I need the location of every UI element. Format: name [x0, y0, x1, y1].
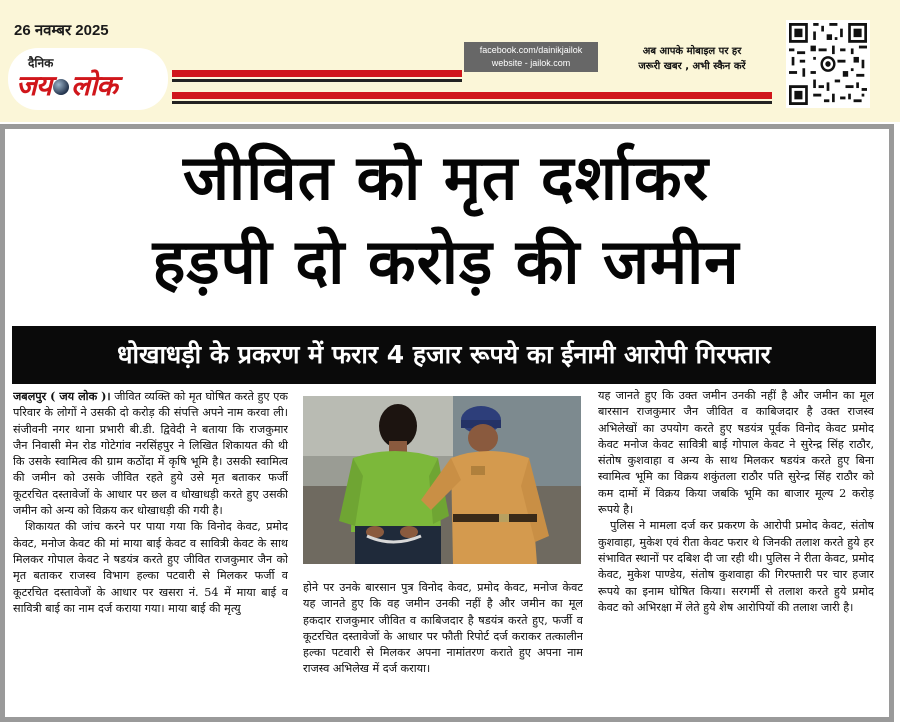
logo-word-jay: जय: [16, 69, 52, 102]
paragraph-2: शिकायत की जांच करने पर पाया गया कि विनोद केवट, प्रमोद केवट, मनोज केवट की मां माया बाई केवट व सावित्री केवट के साथ मिलकर गोपाल केवट ने षडयंत्र करते हुए जीवित राजकुमार जैन को मृत बताकर राजस्व विभाग हल्का पटवारी से मिलकर फर्जी व कूटरचित दस्तावेजों के आधार पर खसरा नं. 54 में माया बाई व सावित्री बाई का नाम दर्ज कराया गया। माया बाई की मृत्यु: [13, 520, 288, 615]
paragraph-3: होने पर उनके बारसान पुत्र विनोद केवट, प्रमोद केवट, मनोज केवट यह जानते हुए कि वह जमीन उनकी नहीं है और जमीन का मूल हकदार राजकुमार जीवित व काबिजदार है षडयंत्र करते हुए, फर्जी व कूटरचित दस्तावेजों के आधार पर फौती रिपोर्ट दर्ज कराकर तत्कालीन हल्का पटवारी से मिलकर अपना नामांतरण कराते हुए अपना नाम राजस्व अभिलेख में दर्ज कराया।: [303, 581, 583, 676]
scan-promo: [614, 44, 770, 74]
paragraph-1: [13, 388, 288, 519]
masthead-rule-top: [172, 70, 462, 77]
arrest-illustration: [303, 396, 581, 564]
article-column-2: [303, 580, 583, 712]
logo-title: [16, 70, 117, 102]
qr-code[interactable]: [786, 20, 870, 108]
arrest-photo: [303, 396, 581, 564]
paragraph-1-text: जीवित व्यक्ति को मृत घोषित करते हुए एक परिवार के लोगों ने उसकी दो करोड़ की संपत्ति अपने नाम करवा ली। संजीवनी नगर थाना प्रभारी बी.डी. द्विवेदी ने बताया कि राजकुमार जैन निवासी मेन रोड गोटेगांव नरसिंहपुर ने लिखित शिकायत की थी कि उसके स्वामित्व की ग्राम कठोंदा में कृषि भूमि है। उसकी स्वामित्व की जमीन को उसके जीवित रहते हुये उसे मृत बताकर फर्जी कूटरचित दस्तावेजों के आधार पर छल व धोखाधड़ी करते हुए उसकी जमीन को अन्य को विक्रय कर धोखाधड़ी की गयी है।: [13, 390, 288, 518]
article-column-1: [13, 388, 288, 712]
article-column-3: [598, 388, 874, 712]
headline-line-1: जीवित को मृत दर्शाकर: [183, 141, 709, 214]
subheadline-banner: [12, 326, 876, 384]
scan-promo-line2: जरूरी खबर , अभी स्कैन करें: [638, 61, 746, 72]
headline-line-2: हड़पी दो करोड़ की जमीन: [152, 225, 740, 298]
masthead-rule-lower: [172, 92, 772, 99]
globe-icon: [53, 79, 69, 95]
scan-promo-line1: अब आपके मोबाइल पर हर: [642, 46, 742, 57]
logo-subtitle: दैनिक: [28, 56, 54, 70]
social-links-box[interactable]: [464, 42, 598, 72]
masthead-rule-bottom: [172, 101, 772, 104]
dateline: जबलपुर ( जय लोक )।: [13, 389, 111, 403]
logo-word-lok: लोक: [71, 69, 117, 102]
edition-date: 26 नवम्बर 2025: [14, 22, 109, 39]
qr-code-icon: [789, 23, 867, 105]
facebook-link[interactable]: facebook.com/dainikjailok: [479, 45, 583, 55]
website-link[interactable]: website - jailok.com: [491, 58, 571, 68]
paragraph-4: यह जानते हुए कि उक्त जमीन उनकी नहीं है और जमीन का मूल बारसान राजकुमार जैन जीवित व काबिजदार है उक्त राजस्व अभिलेखों का उपयोग करते हुए षडयंत्र पूर्वक विनोद केवट प्रमोद केवट मनोज केवट सावित्री बाई गोपाल केवट ने सुरेन्द्र सिंह राठौर, संतोष कुशवाहा व अन्य के साथ मिलकर षडयंत्र करते हुए बिना स्वामित्व भूमि का विक्रय शकुंतला राठौर पति सुरेन्द्र सिंह राठौर को कम दामों में विक्रय किया जबकि भूमि का बाजार मूल्य 2 करोड़ रूपये है।: [598, 389, 874, 517]
masthead-rule-mid: [172, 79, 462, 82]
paragraph-5: पुलिस ने मामला दर्ज कर प्रकरण के आरोपी प्रमोद केवट, संतोष कुशवाहा, मुकेश एवं रीता केवट फरार थे जिनकी तलाश करते हुये हर संभावित स्थानों पर दबिश दी जा रही थी। पुलिस ने रीता केवट, प्रमोद केवट, मुकेश पाण्डेय, संतोष कुशवाहा की गिरफ्तारी पर चार हजार रूपये का इनाम घोषित किया। सरगर्मी से तलाश करते हुये प्रमोद केवट को अभिरक्षा में लेते हुये शेष आरोपियों की तलाश जारी है।: [598, 519, 874, 614]
headline: [6, 136, 886, 304]
subheadline: धोखाधड़ी के प्रकरण में फरार 4 हजार रूपये का ईनामी आरोपी गिरफ्तार: [117, 340, 771, 369]
